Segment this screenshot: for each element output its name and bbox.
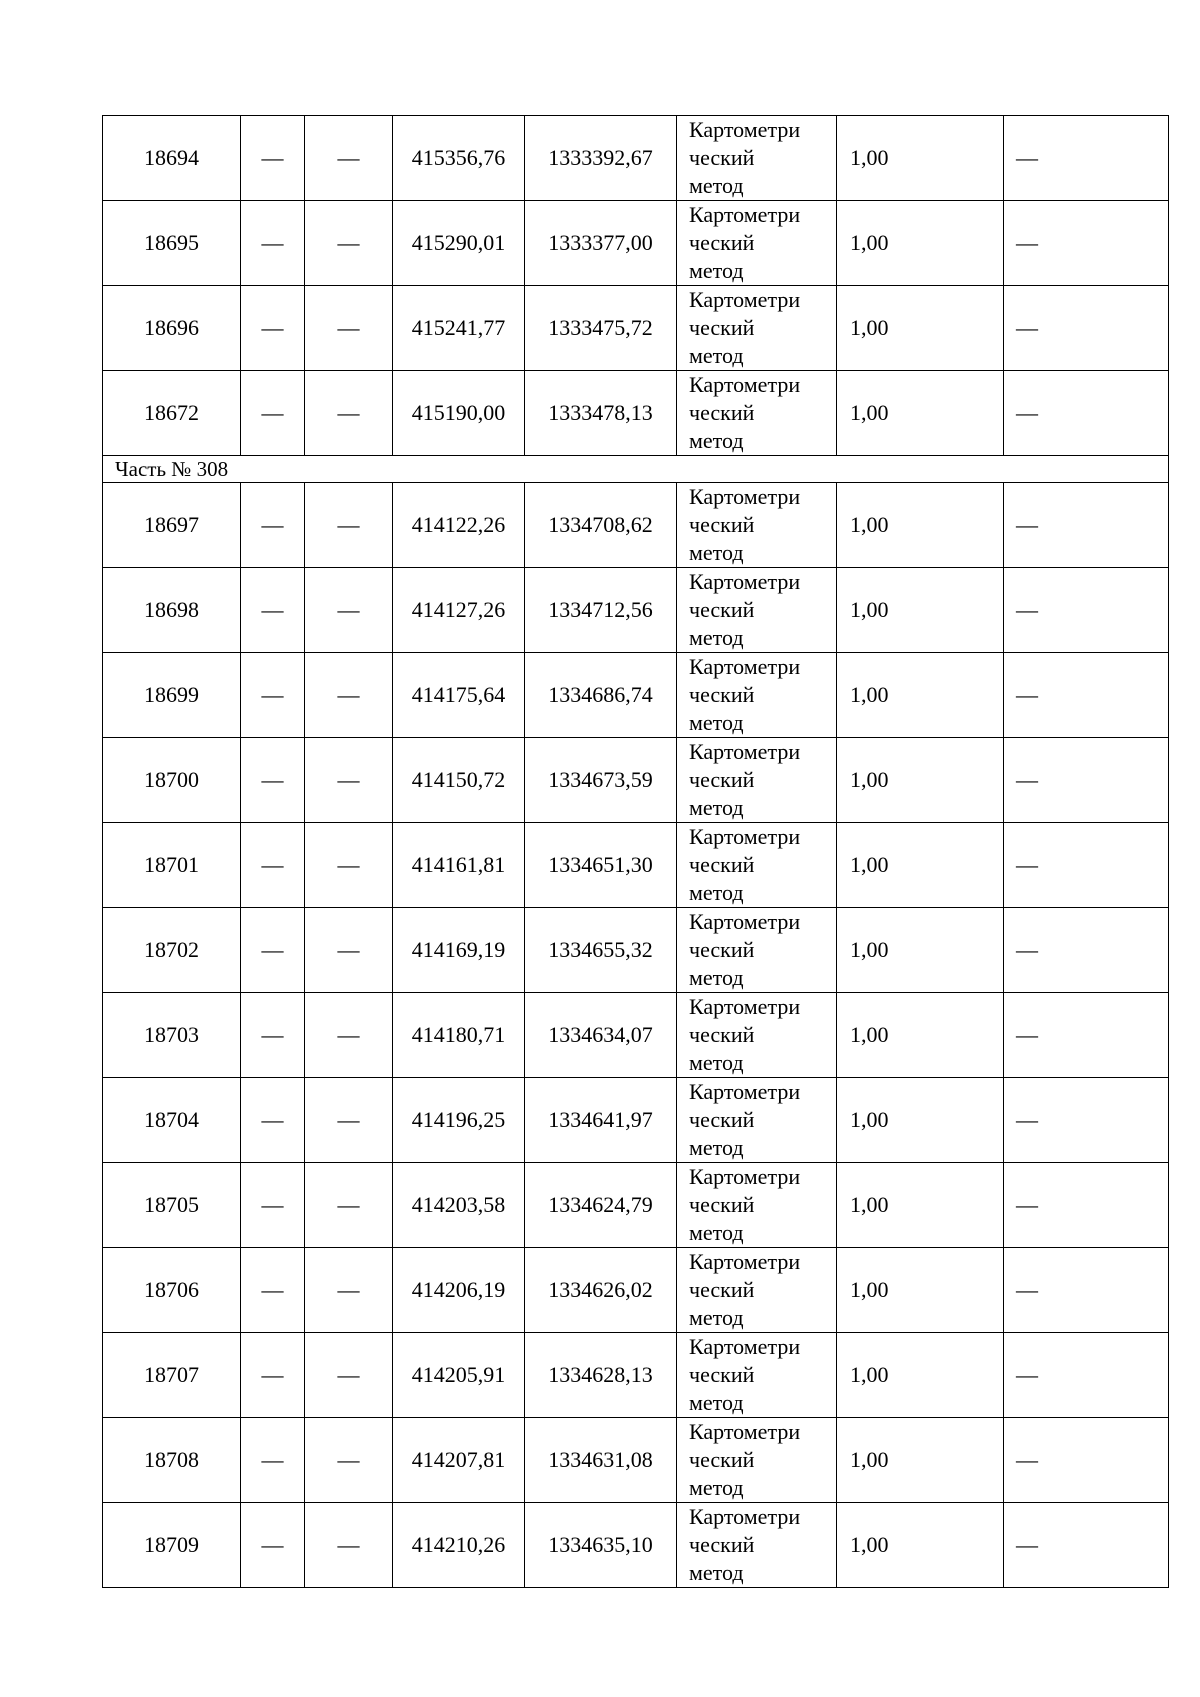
method-text-line: Картометри <box>689 1079 801 1104</box>
old-x-cell: — <box>241 1333 305 1418</box>
method-text-line: метод <box>689 1475 744 1500</box>
method-text-line: метод <box>689 428 744 453</box>
method-text-line: ческий <box>689 597 755 622</box>
point-number-cell: 18698 <box>103 568 241 653</box>
y-coordinate-cell: 1333478,13 <box>525 371 677 456</box>
old-y-cell: — <box>305 738 393 823</box>
old-x-cell: — <box>241 286 305 371</box>
description-cell: — <box>1004 483 1169 568</box>
method-cell <box>677 993 837 1078</box>
old-x-cell: — <box>241 653 305 738</box>
accuracy-cell: 1,00 <box>837 371 1004 456</box>
old-x-cell: — <box>241 993 305 1078</box>
table-row <box>103 1248 1169 1333</box>
x-coordinate-cell: 414206,19 <box>393 1248 525 1333</box>
method-cell <box>677 201 837 286</box>
y-coordinate-cell: 1333475,72 <box>525 286 677 371</box>
point-number-cell: 18701 <box>103 823 241 908</box>
old-x-cell: — <box>241 908 305 993</box>
point-number-cell: 18704 <box>103 1078 241 1163</box>
method-text-line: Картометри <box>689 994 801 1019</box>
method-text-line: Картометри <box>689 484 801 509</box>
old-y-cell: — <box>305 1248 393 1333</box>
description-cell: — <box>1004 823 1169 908</box>
accuracy-cell: 1,00 <box>837 738 1004 823</box>
point-number-cell: 18709 <box>103 1503 241 1588</box>
description-cell: — <box>1004 738 1169 823</box>
x-coordinate-cell: 415356,76 <box>393 116 525 201</box>
old-y-cell: — <box>305 653 393 738</box>
old-x-cell: — <box>241 568 305 653</box>
table-row <box>103 286 1169 371</box>
method-cell <box>677 1333 837 1418</box>
table-row <box>103 1163 1169 1248</box>
method-text-line: Картометри <box>689 287 801 312</box>
old-y-cell: — <box>305 483 393 568</box>
old-x-cell: — <box>241 1078 305 1163</box>
old-y-cell: — <box>305 823 393 908</box>
y-coordinate-cell: 1334641,97 <box>525 1078 677 1163</box>
method-text-line: метод <box>689 258 744 283</box>
method-text-line: ческий <box>689 1532 755 1557</box>
method-cell <box>677 483 837 568</box>
table-body <box>103 116 1169 1588</box>
y-coordinate-cell: 1334673,59 <box>525 738 677 823</box>
method-text-line: Картометри <box>689 909 801 934</box>
x-coordinate-cell: 414169,19 <box>393 908 525 993</box>
accuracy-cell: 1,00 <box>837 116 1004 201</box>
method-text-line: метод <box>689 795 744 820</box>
method-text-line: ческий <box>689 1362 755 1387</box>
old-y-cell: — <box>305 1163 393 1248</box>
method-cell <box>677 371 837 456</box>
method-text-line: метод <box>689 1390 744 1415</box>
accuracy-cell: 1,00 <box>837 1248 1004 1333</box>
method-text-line: Картометри <box>689 1249 801 1274</box>
y-coordinate-cell: 1334634,07 <box>525 993 677 1078</box>
method-cell <box>677 568 837 653</box>
method-text-line: Картометри <box>689 824 801 849</box>
accuracy-cell: 1,00 <box>837 908 1004 993</box>
method-text-line: Картометри <box>689 654 801 679</box>
old-y-cell: — <box>305 568 393 653</box>
method-text-line: метод <box>689 880 744 905</box>
method-text-line: Картометри <box>689 1164 801 1189</box>
method-text-line: метод <box>689 625 744 650</box>
accuracy-cell: 1,00 <box>837 993 1004 1078</box>
description-cell: — <box>1004 908 1169 993</box>
point-number-cell: 18700 <box>103 738 241 823</box>
description-cell: — <box>1004 993 1169 1078</box>
y-coordinate-cell: 1334712,56 <box>525 568 677 653</box>
point-number-cell: 18672 <box>103 371 241 456</box>
description-cell: — <box>1004 1078 1169 1163</box>
method-text-line: Картометри <box>689 372 801 397</box>
point-number-cell: 18708 <box>103 1418 241 1503</box>
accuracy-cell: 1,00 <box>837 1418 1004 1503</box>
x-coordinate-cell: 414207,81 <box>393 1418 525 1503</box>
old-y-cell: — <box>305 1418 393 1503</box>
old-x-cell: — <box>241 371 305 456</box>
old-x-cell: — <box>241 1163 305 1248</box>
method-cell <box>677 1163 837 1248</box>
y-coordinate-cell: 1334631,08 <box>525 1418 677 1503</box>
old-x-cell: — <box>241 483 305 568</box>
accuracy-cell: 1,00 <box>837 1078 1004 1163</box>
x-coordinate-cell: 415190,00 <box>393 371 525 456</box>
table-row <box>103 483 1169 568</box>
method-text-line: метод <box>689 965 744 990</box>
x-coordinate-cell: 414150,72 <box>393 738 525 823</box>
old-y-cell: — <box>305 286 393 371</box>
y-coordinate-cell: 1334655,32 <box>525 908 677 993</box>
x-coordinate-cell: 414196,25 <box>393 1078 525 1163</box>
table-row <box>103 1333 1169 1418</box>
table-row <box>103 653 1169 738</box>
method-cell <box>677 823 837 908</box>
point-number-cell: 18694 <box>103 116 241 201</box>
method-cell <box>677 1248 837 1333</box>
accuracy-cell: 1,00 <box>837 483 1004 568</box>
method-cell <box>677 1503 837 1588</box>
method-text-line: метод <box>689 1050 744 1075</box>
old-y-cell: — <box>305 1078 393 1163</box>
old-x-cell: — <box>241 201 305 286</box>
x-coordinate-cell: 414127,26 <box>393 568 525 653</box>
method-text-line: ческий <box>689 1192 755 1217</box>
method-text-line: метод <box>689 710 744 735</box>
y-coordinate-cell: 1334626,02 <box>525 1248 677 1333</box>
method-cell <box>677 116 837 201</box>
method-cell <box>677 286 837 371</box>
table-row <box>103 201 1169 286</box>
method-cell <box>677 738 837 823</box>
x-coordinate-cell: 414180,71 <box>393 993 525 1078</box>
section-title: Часть № 308 <box>103 456 1169 483</box>
x-coordinate-cell: 414175,64 <box>393 653 525 738</box>
method-cell <box>677 1418 837 1503</box>
method-text-line: Картометри <box>689 1419 801 1444</box>
method-cell <box>677 1078 837 1163</box>
method-text-line: Картометри <box>689 117 801 142</box>
table-row <box>103 371 1169 456</box>
method-text-line: метод <box>689 1560 744 1585</box>
method-text-line: ческий <box>689 767 755 792</box>
x-coordinate-cell: 415241,77 <box>393 286 525 371</box>
method-text-line: Картометри <box>689 202 801 227</box>
x-coordinate-cell: 414203,58 <box>393 1163 525 1248</box>
old-x-cell: — <box>241 116 305 201</box>
point-number-cell: 18696 <box>103 286 241 371</box>
old-y-cell: — <box>305 1333 393 1418</box>
accuracy-cell: 1,00 <box>837 823 1004 908</box>
y-coordinate-cell: 1333377,00 <box>525 201 677 286</box>
description-cell: — <box>1004 116 1169 201</box>
old-x-cell: — <box>241 823 305 908</box>
x-coordinate-cell: 414161,81 <box>393 823 525 908</box>
method-text-line: ческий <box>689 682 755 707</box>
section-header-row <box>103 456 1169 483</box>
method-text-line: ческий <box>689 315 755 340</box>
y-coordinate-cell: 1334708,62 <box>525 483 677 568</box>
old-y-cell: — <box>305 1503 393 1588</box>
old-x-cell: — <box>241 1418 305 1503</box>
table-row <box>103 823 1169 908</box>
old-x-cell: — <box>241 738 305 823</box>
method-text-line: ческий <box>689 1277 755 1302</box>
method-text-line: метод <box>689 540 744 565</box>
old-y-cell: — <box>305 371 393 456</box>
table-row <box>103 116 1169 201</box>
point-number-cell: 18697 <box>103 483 241 568</box>
accuracy-cell: 1,00 <box>837 201 1004 286</box>
table-row <box>103 1503 1169 1588</box>
description-cell: — <box>1004 1418 1169 1503</box>
description-cell: — <box>1004 286 1169 371</box>
point-number-cell: 18695 <box>103 201 241 286</box>
table-row <box>103 738 1169 823</box>
point-number-cell: 18707 <box>103 1333 241 1418</box>
y-coordinate-cell: 1333392,67 <box>525 116 677 201</box>
method-text-line: ческий <box>689 937 755 962</box>
description-cell: — <box>1004 568 1169 653</box>
old-x-cell: — <box>241 1248 305 1333</box>
method-text-line: ческий <box>689 852 755 877</box>
method-text-line: ческий <box>689 1447 755 1472</box>
y-coordinate-cell: 1334686,74 <box>525 653 677 738</box>
method-text-line: ческий <box>689 1022 755 1047</box>
method-cell <box>677 653 837 738</box>
method-text-line: ческий <box>689 1107 755 1132</box>
point-number-cell: 18703 <box>103 993 241 1078</box>
point-number-cell: 18702 <box>103 908 241 993</box>
y-coordinate-cell: 1334624,79 <box>525 1163 677 1248</box>
old-y-cell: — <box>305 116 393 201</box>
table-row <box>103 993 1169 1078</box>
accuracy-cell: 1,00 <box>837 286 1004 371</box>
method-cell <box>677 908 837 993</box>
method-text-line: ческий <box>689 230 755 255</box>
description-cell: — <box>1004 1248 1169 1333</box>
method-text-line: Картометри <box>689 739 801 764</box>
method-text-line: метод <box>689 173 744 198</box>
table-row <box>103 908 1169 993</box>
table-row <box>103 568 1169 653</box>
table-row <box>103 1418 1169 1503</box>
method-text-line: метод <box>689 1220 744 1245</box>
table-row <box>103 1078 1169 1163</box>
method-text-line: метод <box>689 343 744 368</box>
method-text-line: ческий <box>689 512 755 537</box>
description-cell: — <box>1004 653 1169 738</box>
old-y-cell: — <box>305 201 393 286</box>
description-cell: — <box>1004 371 1169 456</box>
x-coordinate-cell: 415290,01 <box>393 201 525 286</box>
y-coordinate-cell: 1334635,10 <box>525 1503 677 1588</box>
point-number-cell: 18705 <box>103 1163 241 1248</box>
old-y-cell: — <box>305 993 393 1078</box>
description-cell: — <box>1004 201 1169 286</box>
old-x-cell: — <box>241 1503 305 1588</box>
description-cell: — <box>1004 1503 1169 1588</box>
method-text-line: метод <box>689 1135 744 1160</box>
method-text-line: ческий <box>689 400 755 425</box>
accuracy-cell: 1,00 <box>837 1503 1004 1588</box>
point-number-cell: 18706 <box>103 1248 241 1333</box>
coordinates-table <box>102 115 1169 1588</box>
method-text-line: метод <box>689 1305 744 1330</box>
description-cell: — <box>1004 1163 1169 1248</box>
accuracy-cell: 1,00 <box>837 1163 1004 1248</box>
accuracy-cell: 1,00 <box>837 653 1004 738</box>
accuracy-cell: 1,00 <box>837 568 1004 653</box>
method-text-line: ческий <box>689 145 755 170</box>
description-cell: — <box>1004 1333 1169 1418</box>
method-text-line: Картометри <box>689 1334 801 1359</box>
y-coordinate-cell: 1334628,13 <box>525 1333 677 1418</box>
method-text-line: Картометри <box>689 1504 801 1529</box>
x-coordinate-cell: 414210,26 <box>393 1503 525 1588</box>
x-coordinate-cell: 414205,91 <box>393 1333 525 1418</box>
point-number-cell: 18699 <box>103 653 241 738</box>
x-coordinate-cell: 414122,26 <box>393 483 525 568</box>
old-y-cell: — <box>305 908 393 993</box>
y-coordinate-cell: 1334651,30 <box>525 823 677 908</box>
method-text-line: Картометри <box>689 569 801 594</box>
accuracy-cell: 1,00 <box>837 1333 1004 1418</box>
